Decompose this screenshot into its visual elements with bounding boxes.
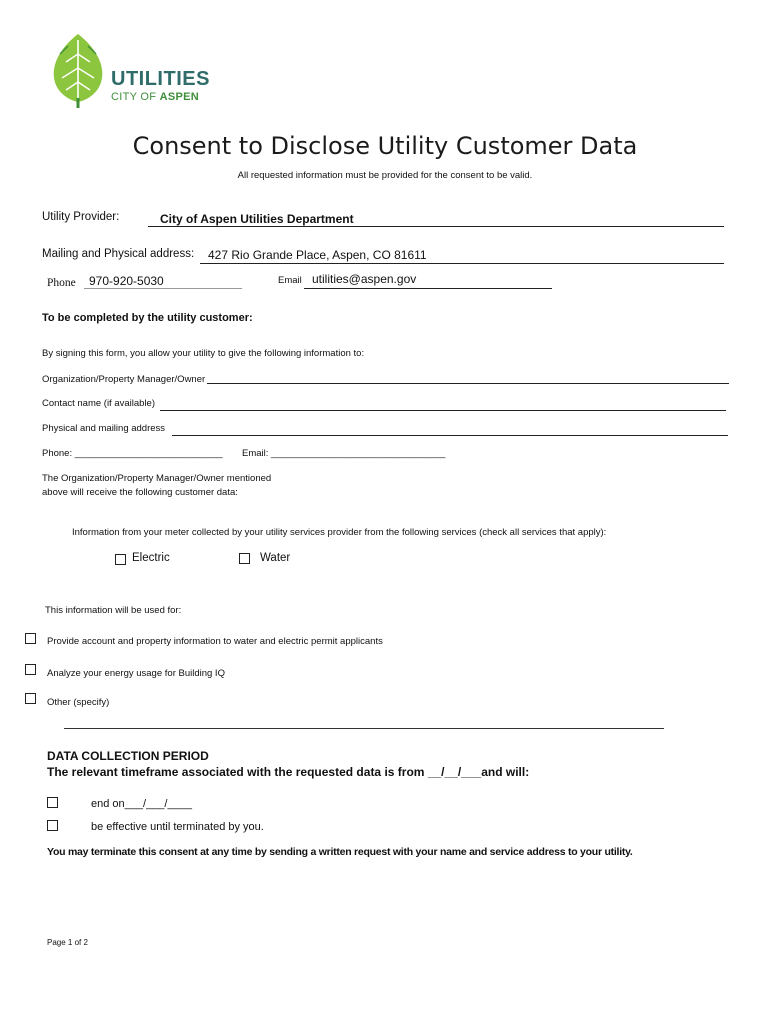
usage-option-building-iq-label: Analyze your energy usage for Building IQ xyxy=(47,668,225,679)
usage-option-permit-checkbox[interactable] xyxy=(25,633,36,644)
other-specify-line[interactable] xyxy=(64,728,664,729)
email-value[interactable]: utilities@aspen.gov xyxy=(312,272,417,286)
email-label: Email xyxy=(278,275,302,286)
physical-address-input-line[interactable] xyxy=(172,435,728,436)
electric-label: Electric xyxy=(132,552,170,564)
org-label: Organization/Property Manager/Owner xyxy=(42,374,206,385)
water-label: Water xyxy=(260,552,291,564)
page-title: Consent to Disclose Utility Customer Data xyxy=(132,132,638,160)
page-number: Page 1 of 2 xyxy=(47,938,88,947)
terminate-notice: You may terminate this consent at any time by sending a written request with your name and service address to your utility. xyxy=(47,846,633,858)
email-line xyxy=(304,288,552,289)
usage-option-building-iq-checkbox[interactable] xyxy=(25,664,36,675)
utility-provider-label: Utility Provider: xyxy=(42,211,120,223)
phone-label: Phone xyxy=(47,277,76,289)
usage-heading: This information will be used for: xyxy=(45,605,182,616)
utility-provider-line xyxy=(148,226,724,227)
meter-info-text: Information from your meter collected by your utility services provider from the following services (check all services that apply): xyxy=(72,527,607,538)
until-terminated-label: be effective until terminated by you. xyxy=(91,821,264,833)
customer-email-field[interactable]: Email: _________________________________ xyxy=(242,448,446,459)
contact-input-line[interactable] xyxy=(160,410,726,411)
address-value[interactable]: 427 Rio Grande Place, Aspen, CO 81611 xyxy=(208,248,427,262)
org-input-line[interactable] xyxy=(207,383,729,384)
phone-line xyxy=(84,288,242,289)
from-date-field[interactable]: __/__/___ xyxy=(427,765,482,779)
logo-wordmark: UTILITIES xyxy=(111,68,210,90)
period-heading: DATA COLLECTION PERIOD xyxy=(47,749,209,763)
page-subtitle: All requested information must be provided for the consent to be valid. xyxy=(237,170,533,181)
aspen-leaf-icon xyxy=(54,34,103,108)
end-on-label: end on___/___/____ xyxy=(91,798,192,810)
physical-address-label: Physical and mailing address xyxy=(42,423,166,434)
contact-label: Contact name (if available) xyxy=(42,398,155,409)
receive-text-line2: above will receive the following customer data: xyxy=(42,487,238,498)
address-label: Mailing and Physical address: xyxy=(42,248,195,260)
customer-phone-field[interactable]: Phone: ____________________________ xyxy=(42,448,223,459)
until-terminated-checkbox[interactable] xyxy=(47,820,58,831)
usage-option-other-checkbox[interactable] xyxy=(25,693,36,704)
usage-option-other-label: Other (specify) xyxy=(47,697,110,708)
utility-provider-value[interactable]: City of Aspen Utilities Department xyxy=(160,212,354,226)
receive-text-line1: The Organization/Property Manager/Owner mentioned xyxy=(42,473,272,484)
period-line: The relevant timeframe associated with the requested data is from __/__/___and will: xyxy=(47,765,530,779)
electric-checkbox[interactable] xyxy=(115,554,126,565)
usage-option-permit-label: Provide account and property information to water and electric permit applicants xyxy=(47,636,383,647)
end-on-checkbox[interactable] xyxy=(47,797,58,808)
address-line xyxy=(200,263,724,264)
phone-value[interactable]: 970-920-5030 xyxy=(89,274,164,288)
logo-subtitle: CITY OF ASPEN xyxy=(111,91,200,103)
customer-intro: By signing this form, you allow your utility to give the following information to: xyxy=(42,348,365,359)
water-checkbox[interactable] xyxy=(239,553,250,564)
end-on-date-field[interactable]: ___/___/____ xyxy=(124,798,192,810)
customer-section-heading: To be completed by the utility customer: xyxy=(42,312,253,324)
